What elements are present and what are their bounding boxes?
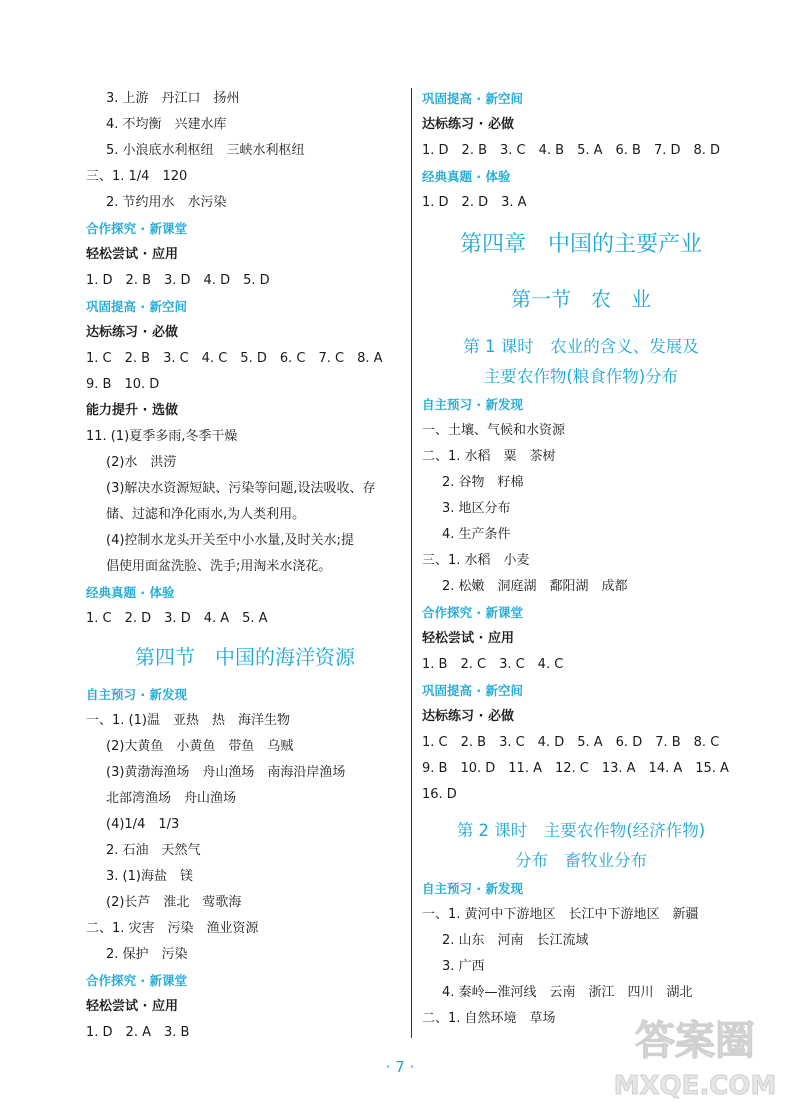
answer-line: 1. D 2. A 3. B xyxy=(86,1025,190,1040)
answer-line: (2)大黄鱼 小黄鱼 带鱼 乌贼 xyxy=(106,739,294,754)
lesson-title: 分布 畜牧业分布 xyxy=(515,851,647,870)
answer-line: 1. C 2. B 3. C 4. D 5. A 6. D 7. B 8. C xyxy=(422,735,720,750)
answer-line: (3)解决水资源短缺、污染等问题,设法吸收、存 xyxy=(106,481,376,496)
answer-line: 1. C 2. B 3. C 4. C 5. D 6. C 7. C 8. A xyxy=(86,351,383,366)
answer-line: (2)长芦 淮北 莺歌海 xyxy=(106,895,242,910)
answer-line: 1. C 2. D 3. D 4. A 5. A xyxy=(86,611,268,626)
answer-line: 2. 山东 河南 长江流域 xyxy=(442,933,589,948)
section-label: 经典真题 · 体验 xyxy=(86,585,175,600)
answer-line: 4. 生产条件 xyxy=(442,527,511,542)
lesson-title: 主要农作物(粮食作物)分布 xyxy=(483,367,679,386)
column-divider xyxy=(411,88,412,1038)
answer-line: 1. D 2. B 3. D 4. D 5. D xyxy=(86,273,270,288)
section-label: 自主预习 · 新发现 xyxy=(86,687,187,702)
subsection-label: 轻松尝试 · 应用 xyxy=(422,631,514,646)
answer-line: 二、1. 自然环境 草场 xyxy=(422,1011,556,1026)
left-column xyxy=(86,86,404,1046)
answer-line: 4. 秦岭—淮河线 云南 浙江 四川 湖北 xyxy=(442,985,693,1000)
subsection-label: 达标练习 · 必做 xyxy=(86,325,178,340)
answer-line: 倡使用面盆洗脸、洗手;用淘米水浇花。 xyxy=(106,559,332,574)
right-column xyxy=(422,86,740,1032)
answer-line: 二、1. 水稻 粟 茶树 xyxy=(422,449,556,464)
answer-line: 2. 节约用水 水污染 xyxy=(106,195,227,210)
answer-line: 2. 谷物 籽棉 xyxy=(442,475,524,490)
watermark-logo xyxy=(610,1010,780,1102)
section-label: 合作探究 · 新课堂 xyxy=(422,605,523,620)
answer-line: 三、1. 1/4 120 xyxy=(86,169,188,184)
answer-line: 二、1. 灾害 污染 渔业资源 xyxy=(86,921,259,936)
spacer xyxy=(422,808,740,816)
answer-line: 2. 石油 天然气 xyxy=(106,843,201,858)
section-title: 第四节 中国的海洋资源 xyxy=(135,645,355,669)
answer-line: 一、1. 黄河中下游地区 长江中下游地区 新疆 xyxy=(422,907,699,922)
subsection-label: 轻松尝试 · 应用 xyxy=(86,999,178,1014)
answer-line: 11. (1)夏季多雨,冬季干燥 xyxy=(86,429,238,444)
answer-line: 3. (1)海盐 镁 xyxy=(106,869,193,884)
lesson-title: 第 1 课时 农业的含义、发展及 xyxy=(463,337,699,356)
page-number: · 7 · xyxy=(385,1058,415,1076)
answer-line: 9. B 10. D xyxy=(86,377,160,392)
section-label: 巩固提高 · 新空间 xyxy=(86,299,187,314)
answer-line: 3. 广西 xyxy=(442,959,485,974)
section-label: 合作探究 · 新课堂 xyxy=(86,973,187,988)
answer-line: 3. 上游 丹江口 扬州 xyxy=(106,91,240,106)
answer-line: 1. B 2. C 3. C 4. C xyxy=(422,657,564,672)
answer-line: 16. D xyxy=(422,787,457,802)
chapter-title: 第四章 中国的主要产业 xyxy=(459,232,702,257)
section-label: 巩固提高 · 新空间 xyxy=(422,91,523,106)
subsection-label: 达标练习 · 必做 xyxy=(422,709,514,724)
answer-line: (4)控制水龙头开关至中小水量,及时关水;提 xyxy=(106,533,354,548)
subsection-label: 能力提升 · 选做 xyxy=(86,403,178,418)
answer-line: 北部湾渔场 舟山渔场 xyxy=(106,791,237,806)
section-label: 合作探究 · 新课堂 xyxy=(86,221,187,236)
answer-line: (3)黄渤海渔场 舟山渔场 南海沿岸渔场 xyxy=(106,765,346,780)
answer-line: 3. 地区分布 xyxy=(442,501,511,516)
answer-line: 2. 保护 污染 xyxy=(106,947,188,962)
watermark-text-cn: 答案圈 xyxy=(635,1018,755,1064)
answer-line: 9. B 10. D 11. A 12. C 13. A 14. A 15. A xyxy=(422,761,729,776)
answer-line: 1. D 2. D 3. A xyxy=(422,195,527,210)
subsection-label: 达标练习 · 必做 xyxy=(422,117,514,132)
answer-line: 4. 不均衡 兴建水库 xyxy=(106,117,227,132)
answer-line: 5. 小浪底水利枢纽 三峡水利枢纽 xyxy=(106,143,305,158)
answer-line: (4)1/4 1/3 xyxy=(106,817,180,832)
answer-line: 储、过滤和净化雨水,为人类利用。 xyxy=(106,507,306,522)
subsection-label: 轻松尝试 · 应用 xyxy=(86,247,178,262)
section-title: 第一节 农 业 xyxy=(511,287,651,311)
lesson-title: 第 2 课时 主要农作物(经济作物) xyxy=(456,821,706,840)
answer-line: 1. D 2. B 3. C 4. B 5. A 6. B 7. D 8. D xyxy=(422,143,721,158)
answer-line: 2. 松嫩 洞庭湖 鄱阳湖 成都 xyxy=(442,579,628,594)
section-label: 自主预习 · 新发现 xyxy=(422,881,523,896)
watermark-text-url: MXQE.COM xyxy=(613,1071,777,1101)
section-label: 巩固提高 · 新空间 xyxy=(422,683,523,698)
section-label: 自主预习 · 新发现 xyxy=(422,397,523,412)
answer-line: 一、1. (1)温 亚热 热 海洋生物 xyxy=(86,713,290,728)
section-label: 经典真题 · 体验 xyxy=(422,169,511,184)
answer-line: 三、1. 水稻 小麦 xyxy=(422,553,530,568)
answer-line: (2)水 洪涝 xyxy=(106,455,177,470)
answer-line: 一、土壤、气候和水资源 xyxy=(422,423,566,438)
spacer xyxy=(422,324,740,332)
